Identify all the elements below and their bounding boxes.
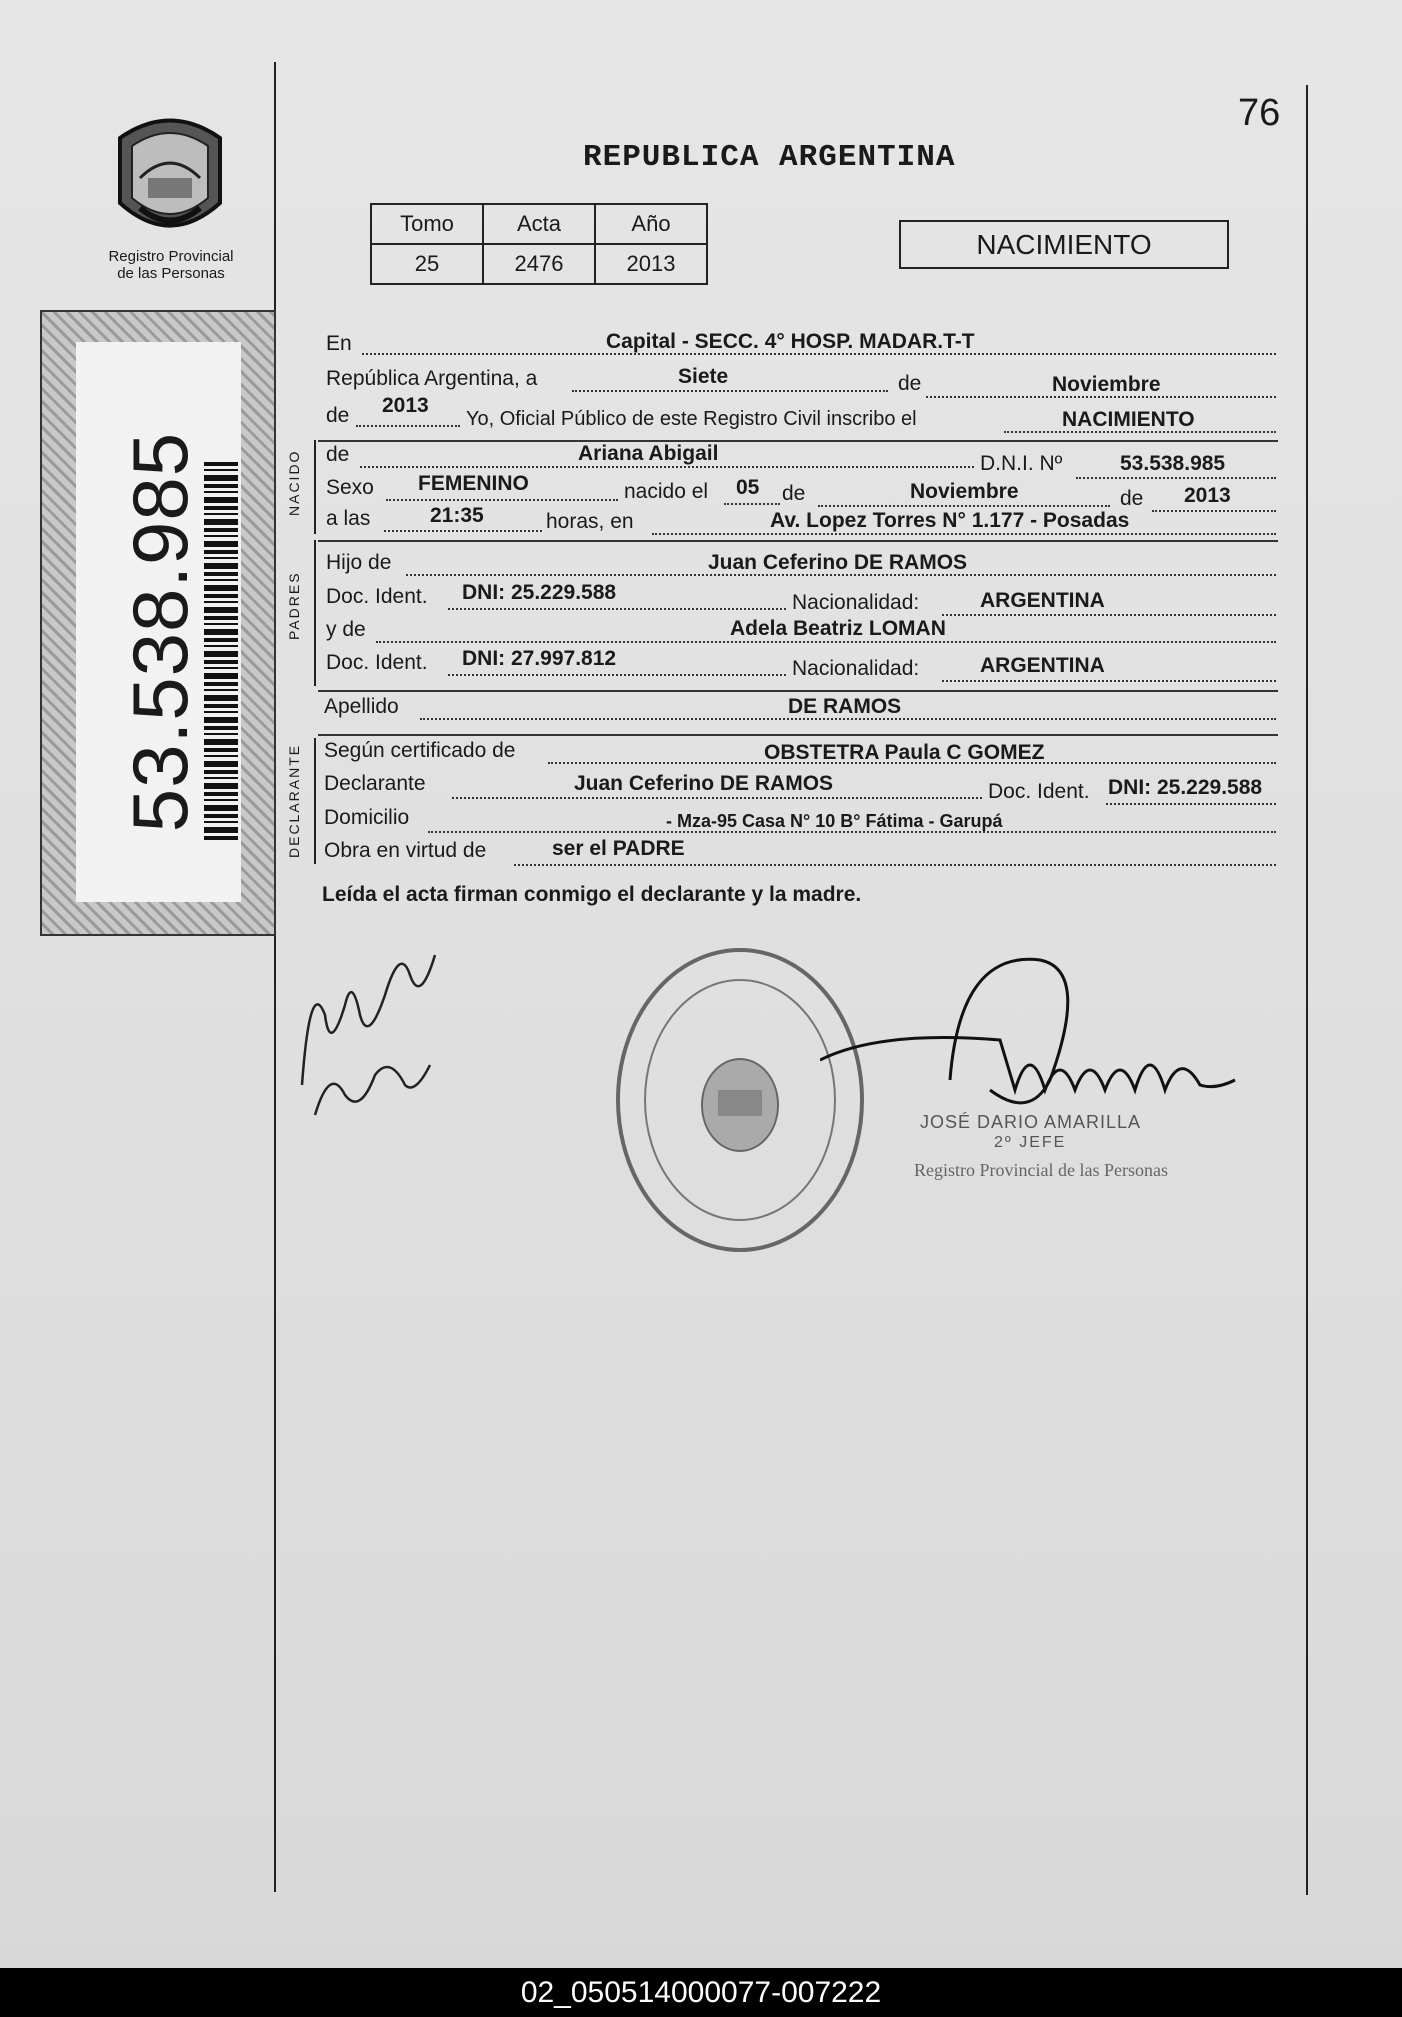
de-label: de: [326, 404, 350, 427]
mother-name: Adela Beatriz LOMAN: [730, 617, 946, 640]
file-code-footer: 02_050514000077-007222: [0, 1968, 1402, 2017]
dotted-line: [942, 614, 1276, 616]
section-label-nacido: NACIDO: [286, 449, 302, 516]
mother-doc: DNI: 27.997.812: [462, 647, 617, 670]
registration-place: Capital - SECC. 4° HOSP. MADAR.T-T: [606, 330, 975, 353]
id-strip-panel: [76, 342, 241, 902]
hours-label: horas, en: [546, 510, 634, 533]
declarant-label: Declarante: [324, 772, 426, 795]
dotted-line: [384, 530, 542, 532]
birth-day: 05: [736, 476, 760, 499]
country-title: REPUBLICA ARGENTINA: [583, 140, 956, 175]
dni-label: D.N.I. Nº: [980, 452, 1063, 475]
provincial-seal-logo: [110, 108, 230, 248]
address-label: Domicilio: [324, 806, 410, 829]
official-office: Registro Provincial de las Personas: [914, 1160, 1168, 1180]
registry-name-line2: de las Personas: [117, 265, 225, 282]
certificate-label: Según certificado de: [324, 739, 516, 762]
dotted-line: [356, 425, 460, 427]
doc-ident-label: Doc. Ident.: [988, 780, 1090, 803]
section-divider: [318, 734, 1278, 736]
official-name: JOSÉ DARIO AMARILLA: [920, 1112, 1142, 1132]
surname-label: Apellido: [324, 695, 399, 718]
tomo-value: 25: [371, 244, 483, 284]
de-label: de: [782, 482, 806, 505]
dotted-line: [448, 674, 786, 676]
year-value: 2013: [595, 244, 707, 284]
en-label: En: [326, 332, 352, 355]
birth-time: 21:35: [430, 504, 484, 527]
at-label: a las: [326, 507, 371, 530]
father-nationality: ARGENTINA: [980, 589, 1105, 612]
declarant-address: - Mza-95 Casa N° 10 B° Fátima - Garupá: [666, 811, 1003, 831]
birth-month: Noviembre: [910, 480, 1019, 503]
surname-value: DE RAMOS: [788, 695, 902, 718]
tomo-header: Tomo: [371, 204, 483, 244]
registration-day-word: Siete: [678, 365, 729, 388]
acta-header: Acta: [483, 204, 595, 244]
nationality-label: Nacionalidad:: [792, 591, 920, 614]
section-label-declarante: DECLARANTE: [286, 743, 302, 858]
section-label-padres: PADRES: [286, 571, 302, 640]
declarant-signature: [290, 915, 450, 1125]
document-type-box: NACIMIENTO: [899, 220, 1229, 269]
birth-year: 2013: [1184, 484, 1231, 507]
registry-name: [86, 248, 256, 282]
section-divider: [318, 540, 1278, 542]
declarant-name: Juan Ceferino DE RAMOS: [574, 772, 834, 795]
child-sex: FEMENINO: [418, 472, 529, 495]
registration-month: Noviembre: [1052, 373, 1161, 396]
closing-statement: Leída el acta firman conmigo el declarante y la madre.: [322, 883, 862, 906]
registration-event: NACIMIENTO: [1062, 408, 1195, 431]
registration-year: 2013: [382, 394, 429, 417]
birth-place: Av. Lopez Torres N° 1.177 - Posadas: [770, 509, 1130, 532]
acta-value: 2476: [483, 244, 595, 284]
republic-label: República Argentina, a: [326, 367, 538, 390]
dotted-line: [1152, 510, 1276, 512]
declarant-doc: DNI: 25.229.588: [1108, 776, 1263, 799]
father-doc: DNI: 25.229.588: [462, 581, 617, 604]
page-number: 76: [1238, 92, 1281, 134]
dotted-line: [452, 797, 982, 799]
section-divider: [318, 690, 1278, 692]
book-table-value-row: [371, 244, 707, 284]
child-name: Ariana Abigail: [578, 442, 719, 465]
capacity-label: Obra en virtud de: [324, 839, 487, 862]
id-number-strip: [40, 310, 276, 936]
section-bracket: [314, 540, 316, 686]
declarant-capacity: ser el PADRE: [552, 837, 685, 860]
barcode: [204, 462, 238, 842]
certificate-value: OBSTETRA Paula C GOMEZ: [764, 741, 1045, 764]
dotted-line: [514, 864, 1276, 866]
registry-name-line1: Registro Provincial: [108, 248, 234, 265]
doc-ident-label: Doc. Ident.: [326, 651, 428, 674]
father-name: Juan Ceferino DE RAMOS: [708, 551, 968, 574]
dotted-line: [572, 390, 888, 392]
dotted-line: [724, 503, 780, 505]
mother-nationality: ARGENTINA: [980, 654, 1105, 677]
nationality-label: Nacionalidad:: [792, 657, 920, 680]
id-number-vertical: 53.538.985: [116, 431, 204, 833]
dotted-line: [942, 680, 1276, 682]
right-margin-rule: [1306, 85, 1308, 1895]
book-reference-table: [370, 203, 708, 285]
year-header: Año: [595, 204, 707, 244]
sex-label: Sexo: [326, 476, 374, 499]
dotted-line: [1106, 803, 1276, 805]
book-table-header-row: [371, 204, 707, 244]
officer-statement: Yo, Oficial Público de este Registro Civil inscribo el: [466, 408, 917, 430]
dotted-line: [818, 505, 1110, 507]
de-label: de: [1120, 487, 1144, 510]
doc-ident-label: Doc. Ident.: [326, 585, 428, 608]
de-label: de: [898, 372, 922, 395]
section-bracket: [314, 738, 316, 864]
section-bracket: [314, 440, 316, 534]
official-rank: 2º JEFE: [994, 1134, 1067, 1151]
dotted-line: [386, 499, 618, 501]
and-label: y de: [326, 618, 366, 641]
dotted-line: [1076, 477, 1276, 479]
section-divider: [318, 440, 1278, 442]
dotted-line: [448, 608, 786, 610]
born-label: nacido el: [624, 480, 709, 503]
child-dni: 53.538.985: [1120, 452, 1226, 475]
child-of-label: Hijo de: [326, 551, 392, 574]
de-label: de: [326, 443, 350, 466]
